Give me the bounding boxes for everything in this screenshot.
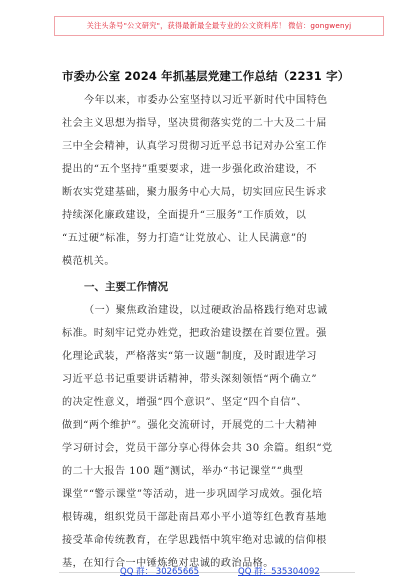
intro-line: 持续深化廉政建设，全面提升“三服务”工作质效，以 — [62, 210, 307, 221]
page-edge — [0, 0, 3, 580]
document-title: 市委办公室 2024 年抓基层党建工作总结（2231 字） — [62, 69, 350, 83]
top-banner-text: 关注头条号"公文研究"，获得最新最全最专业的公文资料库！ 微信：gongwenyj — [86, 21, 352, 30]
qq-group-link-2[interactable]: QQ 群：535304092 — [238, 567, 320, 577]
section-line: 学习研讨会，党员干部分享心得体会共 30 余篇。组织“党 — [62, 443, 333, 454]
section-line: 课堂”“警示课堂”等活动，进一步巩固学习成效。强化培 — [62, 489, 323, 500]
section-heading: 一、主要工作情况 — [84, 281, 168, 293]
intro-line: 三中全会精神，认真学习贯彻习近平总书记对办公室工作 — [62, 141, 327, 152]
intro-line: 社会主义思想为指导，坚决贯彻落实党的二十大及二十届 — [62, 118, 327, 129]
intro-line: “五过硬”标准，努力打造“让党放心、让人民满意”的 — [62, 233, 308, 244]
section-line: （一）聚焦政治建设，以过硬政治品格践行绝对忠诚 — [84, 305, 328, 316]
section-line: 接受革命传统教育，在学思践悟中筑牢绝对忠诚的信仰根 — [62, 535, 327, 546]
section-line: 化理论武装，严格落实“第一议题”制度，及时跟进学习 — [62, 351, 317, 362]
intro-line: 断农实党建基础，聚力服务中心大局，切实回应民生诉求 — [62, 187, 327, 198]
qq-group-link-1[interactable]: QQ 群： 30265665 — [120, 567, 200, 577]
intro-line: 今年以来，市委办公室坚持以习近平新时代中国特色 — [84, 95, 328, 106]
section-line: 做到“两个维护”。强化交流研讨，开展党的二十大精神 — [62, 420, 317, 431]
section-line: 的决定性意义，增强“四个意识”、坚定“四个自信”、 — [62, 397, 308, 408]
section-line: 的二十大报告 100 题”测试，举办“书记课堂”“典型 — [62, 466, 304, 477]
intro-line: 模范机关。 — [62, 256, 115, 267]
section-line: 根铸魂，组织党员干部赴南昌邓小平小道等红色教育基地 — [62, 512, 327, 523]
section-line: 基，在知行合一中锤炼绝对忠诚的政治品格。 — [62, 558, 274, 569]
section-line: 习近平总书记重要讲话精神，带头深刻领悟“两个确立” — [62, 374, 317, 385]
section-line: 标准。时刻牢记党办姓党，把政治建设摆在首要位置。强 — [62, 328, 327, 339]
top-banner — [54, 16, 384, 36]
intro-line: 提出的“五个坚持”重要要求，进一步强化政治建设，不 — [62, 164, 317, 175]
